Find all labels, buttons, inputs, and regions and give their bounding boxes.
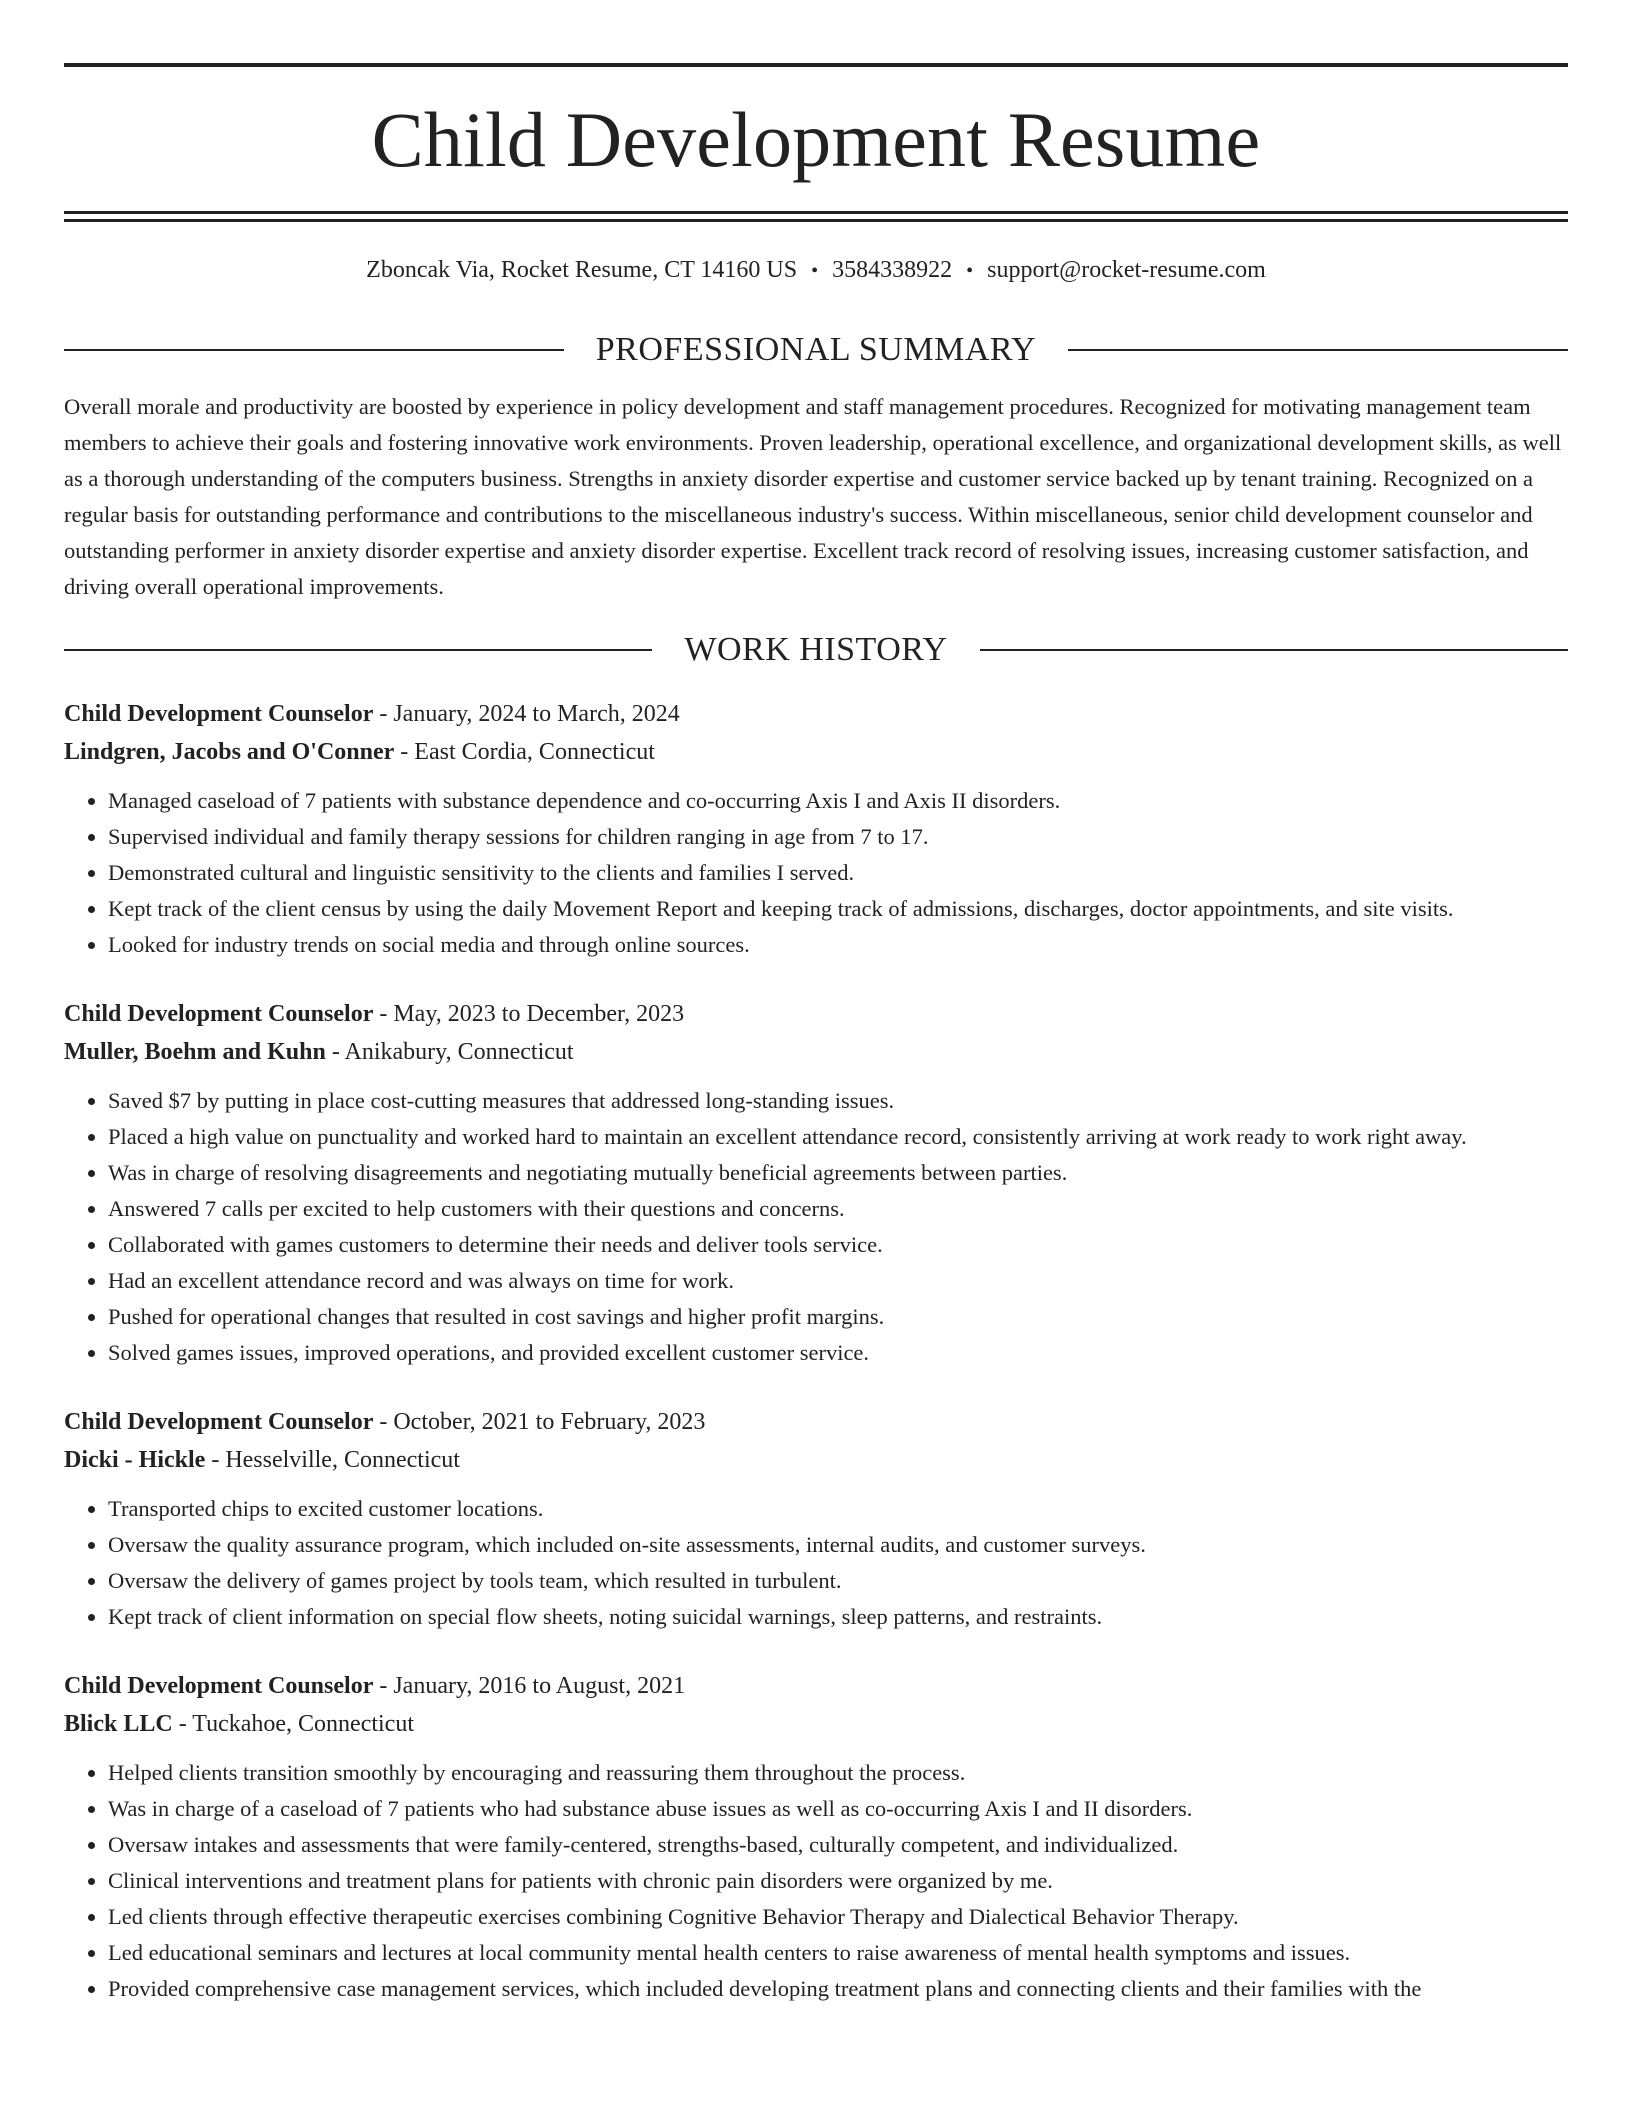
job-company-line (64, 733, 1568, 771)
job-bullet: • Solved games issues, improved operations, and provided excellent customer service. (108, 1335, 1568, 1371)
job-dates: - May, 2023 to December, 2023 (373, 1000, 685, 1027)
job-bullet: • Was in charge of resolving disagreements and negotiating mutually beneficial agreements between parties. (108, 1155, 1568, 1191)
job-title: Child Development Counselor (64, 700, 374, 727)
job-bullets (64, 1755, 1568, 2007)
section-rule-right (1068, 349, 1568, 351)
contact-line (64, 256, 1568, 285)
work-history-list (64, 695, 1568, 2007)
job-bullet: • Collaborated with games customers to determine their needs and deliver tools service. (108, 1227, 1568, 1263)
job-bullet: • Placed a high value on punctuality and worked hard to maintain an excellent attendance record, consistently arriving at work ready to work right away. (108, 1119, 1568, 1155)
job-company: Lindgren, Jacobs and O'Conner (64, 738, 395, 765)
job-dates: - January, 2024 to March, 2024 (373, 700, 680, 727)
job-company-line (64, 1033, 1568, 1071)
job-entry (64, 995, 1568, 1371)
header-double-rule (64, 211, 1568, 222)
section-rule-left (64, 349, 564, 351)
job-title-line (64, 1403, 1568, 1441)
job-bullet: • Oversaw the delivery of games project by tools team, which resulted in turbulent. (108, 1563, 1568, 1599)
job-title-line (64, 995, 1568, 1033)
job-company: Blick LLC (64, 1710, 173, 1737)
job-company: Dicki - Hickle (64, 1446, 206, 1473)
job-bullet: • Demonstrated cultural and linguistic sensitivity to the clients and families I served. (108, 855, 1568, 891)
job-bullet: • Led educational seminars and lectures at local community mental health centers to raise awareness of mental health symptoms and issues. (108, 1935, 1568, 1971)
job-bullets (64, 1083, 1568, 1371)
job-company-line (64, 1441, 1568, 1479)
job-dates: - October, 2021 to February, 2023 (373, 1408, 706, 1435)
job-location: - Anikabury, Connecticut (325, 1038, 574, 1065)
job-title: Child Development Counselor (64, 1408, 374, 1435)
job-bullet: • Had an excellent attendance record and was always on time for work. (108, 1263, 1568, 1299)
work-heading: WORK HISTORY (684, 630, 948, 668)
job-bullet: • Pushed for operational changes that resulted in cost savings and higher profit margins. (108, 1299, 1568, 1335)
contact-address: Zboncak Via, Rocket Resume, CT 14160 US (366, 257, 798, 283)
job-bullet: • Clinical interventions and treatment plans for patients with chronic pain disorders were organized by me. (108, 1863, 1568, 1899)
job-bullet: • Answered 7 calls per excited to help customers with their questions and concerns. (108, 1191, 1568, 1227)
job-bullet: • Helped clients transition smoothly by encouraging and reassuring them throughout the process. (108, 1755, 1568, 1791)
section-rule-right (980, 649, 1568, 651)
job-bullet: • Was in charge of a caseload of 7 patients who had substance abuse issues as well as co-occurring Axis I and II disorders. (108, 1791, 1568, 1827)
job-title: Child Development Counselor (64, 1000, 374, 1027)
job-title: Child Development Counselor (64, 1672, 374, 1699)
resume-title: Child Development Resume (371, 96, 1261, 183)
job-title-line (64, 1667, 1568, 1705)
job-location: - Hesselville, Connecticut (205, 1446, 460, 1473)
job-entry (64, 695, 1568, 963)
job-bullet: • Oversaw the quality assurance program, which included on-site assessments, internal audits, and customer surveys. (108, 1527, 1568, 1563)
job-bullet: • Transported chips to excited customer locations. (108, 1491, 1568, 1527)
work-section-header (64, 630, 1568, 668)
contact-phone: 3584338922 (832, 257, 953, 283)
job-bullet: • Kept track of client information on special flow sheets, noting suicidal warnings, sleep patterns, and restraints. (108, 1599, 1568, 1635)
contact-separator: • (966, 260, 974, 282)
contact-email: support@rocket-resume.com (987, 257, 1266, 283)
job-bullets (64, 1491, 1568, 1635)
job-bullet: • Looked for industry trends on social media and through online sources. (108, 927, 1568, 963)
job-entry (64, 1403, 1568, 1635)
contact-separator: • (811, 260, 819, 282)
header-top-rule (64, 63, 1568, 67)
job-bullet: • Supervised individual and family therapy sessions for children ranging in age from 7 to 17. (108, 819, 1568, 855)
job-location: - Tuckahoe, Connecticut (172, 1710, 415, 1737)
job-bullets (64, 783, 1568, 963)
job-bullet: • Oversaw intakes and assessments that were family-centered, strengths-based, culturally competent, and individualized. (108, 1827, 1568, 1863)
job-location: - East Cordia, Connecticut (394, 738, 655, 765)
job-title-line (64, 695, 1568, 733)
summary-heading: PROFESSIONAL SUMMARY (595, 330, 1037, 368)
job-company-line (64, 1705, 1568, 1743)
job-bullet: • Kept track of the client census by using the daily Movement Report and keeping track of admissions, discharges, doctor appointments, and site visits. (108, 891, 1568, 927)
job-entry (64, 1667, 1568, 2007)
job-bullet: • Provided comprehensive case management services, which included developing treatment plans and connecting clients and their families with the (108, 1971, 1568, 2007)
summary-text: Overall morale and productivity are boosted by experience in policy development and staff management procedures. Recognized for motivating management team members to achieve their goals and fostering innovative work environments. Proven leadership, operational excellence, and organizational development skills, as well as a thorough understanding of the computers business. Strengths in anxiety disorder expertise and customer service backed up by tenant training. Recognized on a regular basis for outstanding performance and contributions to the miscellaneous industry's success. Within miscellaneous, senior child development counselor and outstanding performer in anxiety disorder expertise and anxiety disorder expertise. Excellent track record of resolving issues, increasing customer satisfaction, and driving overall operational improvements. (64, 393, 1562, 599)
section-rule-left (64, 649, 652, 651)
job-bullet: • Saved $7 by putting in place cost-cutting measures that addressed long-standing issues. (108, 1083, 1568, 1119)
job-bullet: • Managed caseload of 7 patients with substance dependence and co-occurring Axis I and Axis II disorders. (108, 783, 1568, 819)
job-company: Muller, Boehm and Kuhn (64, 1038, 326, 1065)
job-dates: - January, 2016 to August, 2021 (373, 1672, 686, 1699)
summary-section-header (64, 330, 1568, 368)
job-bullet: • Led clients through effective therapeutic exercises combining Cognitive Behavior Therapy and Dialectical Behavior Therapy. (108, 1899, 1568, 1935)
